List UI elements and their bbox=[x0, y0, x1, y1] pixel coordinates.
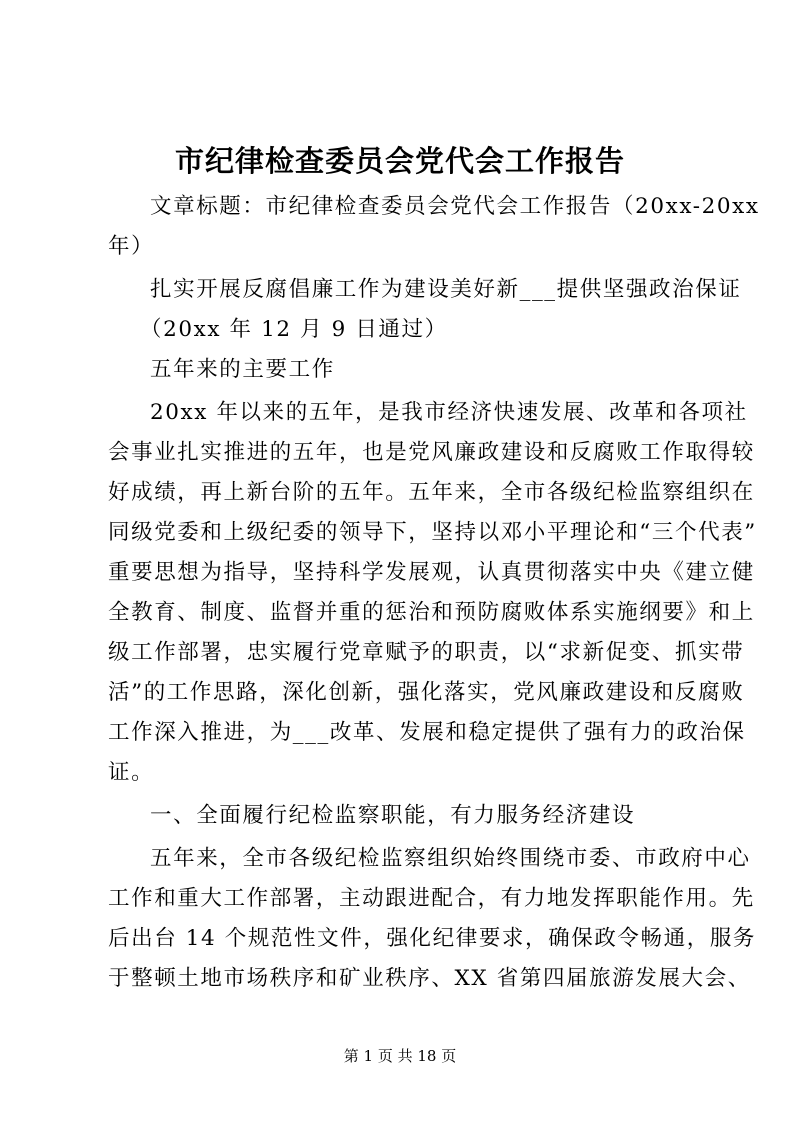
paragraph-line: 工作深入推进，为___改革、发展和稳定提供了强有力的政治保 bbox=[108, 720, 746, 745]
paragraph-line: 全教育、制度、监督并重的惩治和预防腐败体系实施纲要》和上 bbox=[108, 600, 755, 625]
date-line: （20xx 年 12 月 9 日通过） bbox=[140, 317, 448, 342]
paragraph-line: 20xx 年以来的五年，是我市经济快速发展、改革和各项社 bbox=[150, 400, 748, 425]
paragraph-line: 级工作部署，忠实履行党章赋予的职责，以“求新促变、抓实带 bbox=[108, 640, 745, 665]
article-title-line-cont: 年） bbox=[108, 234, 155, 259]
section-heading: 一、全面履行纪检监察职能，有力服务经济建设 bbox=[150, 803, 636, 828]
subtitle-line: 扎实开展反腐倡廉工作为建设美好新___提供坚强政治保证 bbox=[150, 277, 742, 302]
paragraph-line: 同级党委和上级纪委的领导下，坚持以邓小平理论和“三个代表” bbox=[108, 520, 757, 545]
page-indicator: 第 1 页 共 18 页 bbox=[343, 1047, 457, 1065]
paragraph-line: 后出台 14 个规范性文件，强化纪律要求，确保政令畅通，服务 bbox=[108, 926, 757, 951]
paragraph-line: 好成绩，再上新台阶的五年。五年来，全市各级纪检监察组织在 bbox=[108, 480, 755, 505]
paragraph-line: 证。 bbox=[108, 760, 155, 785]
paragraph-line: 五年来，全市各级纪检监察组织始终围绕市委、市政府中心 bbox=[150, 846, 751, 871]
paragraph-line: 于整顿土地市场秩序和矿业秩序、XX 省第四届旅游发展大会、 bbox=[108, 966, 751, 991]
section-heading: 五年来的主要工作 bbox=[150, 357, 335, 382]
paragraph-line: 活”的工作思路，深化创新，强化落实，党风廉政建设和反腐败 bbox=[108, 680, 745, 705]
paragraph-line: 重要思想为指导，坚持科学发展观，认真贯彻落实中央《建立健 bbox=[108, 560, 755, 585]
article-title-line: 文章标题：市纪律检查委员会党代会工作报告（20xx-20xx bbox=[150, 194, 760, 219]
paragraph-line: 会事业扎实推进的五年，也是党风廉政建设和反腐败工作取得较 bbox=[108, 440, 755, 465]
document-title: 市纪律检查委员会党代会工作报告 bbox=[174, 144, 625, 178]
paragraph-line: 工作和重大工作部署，主动跟进配合，有力地发挥职能作用。先 bbox=[108, 886, 755, 911]
